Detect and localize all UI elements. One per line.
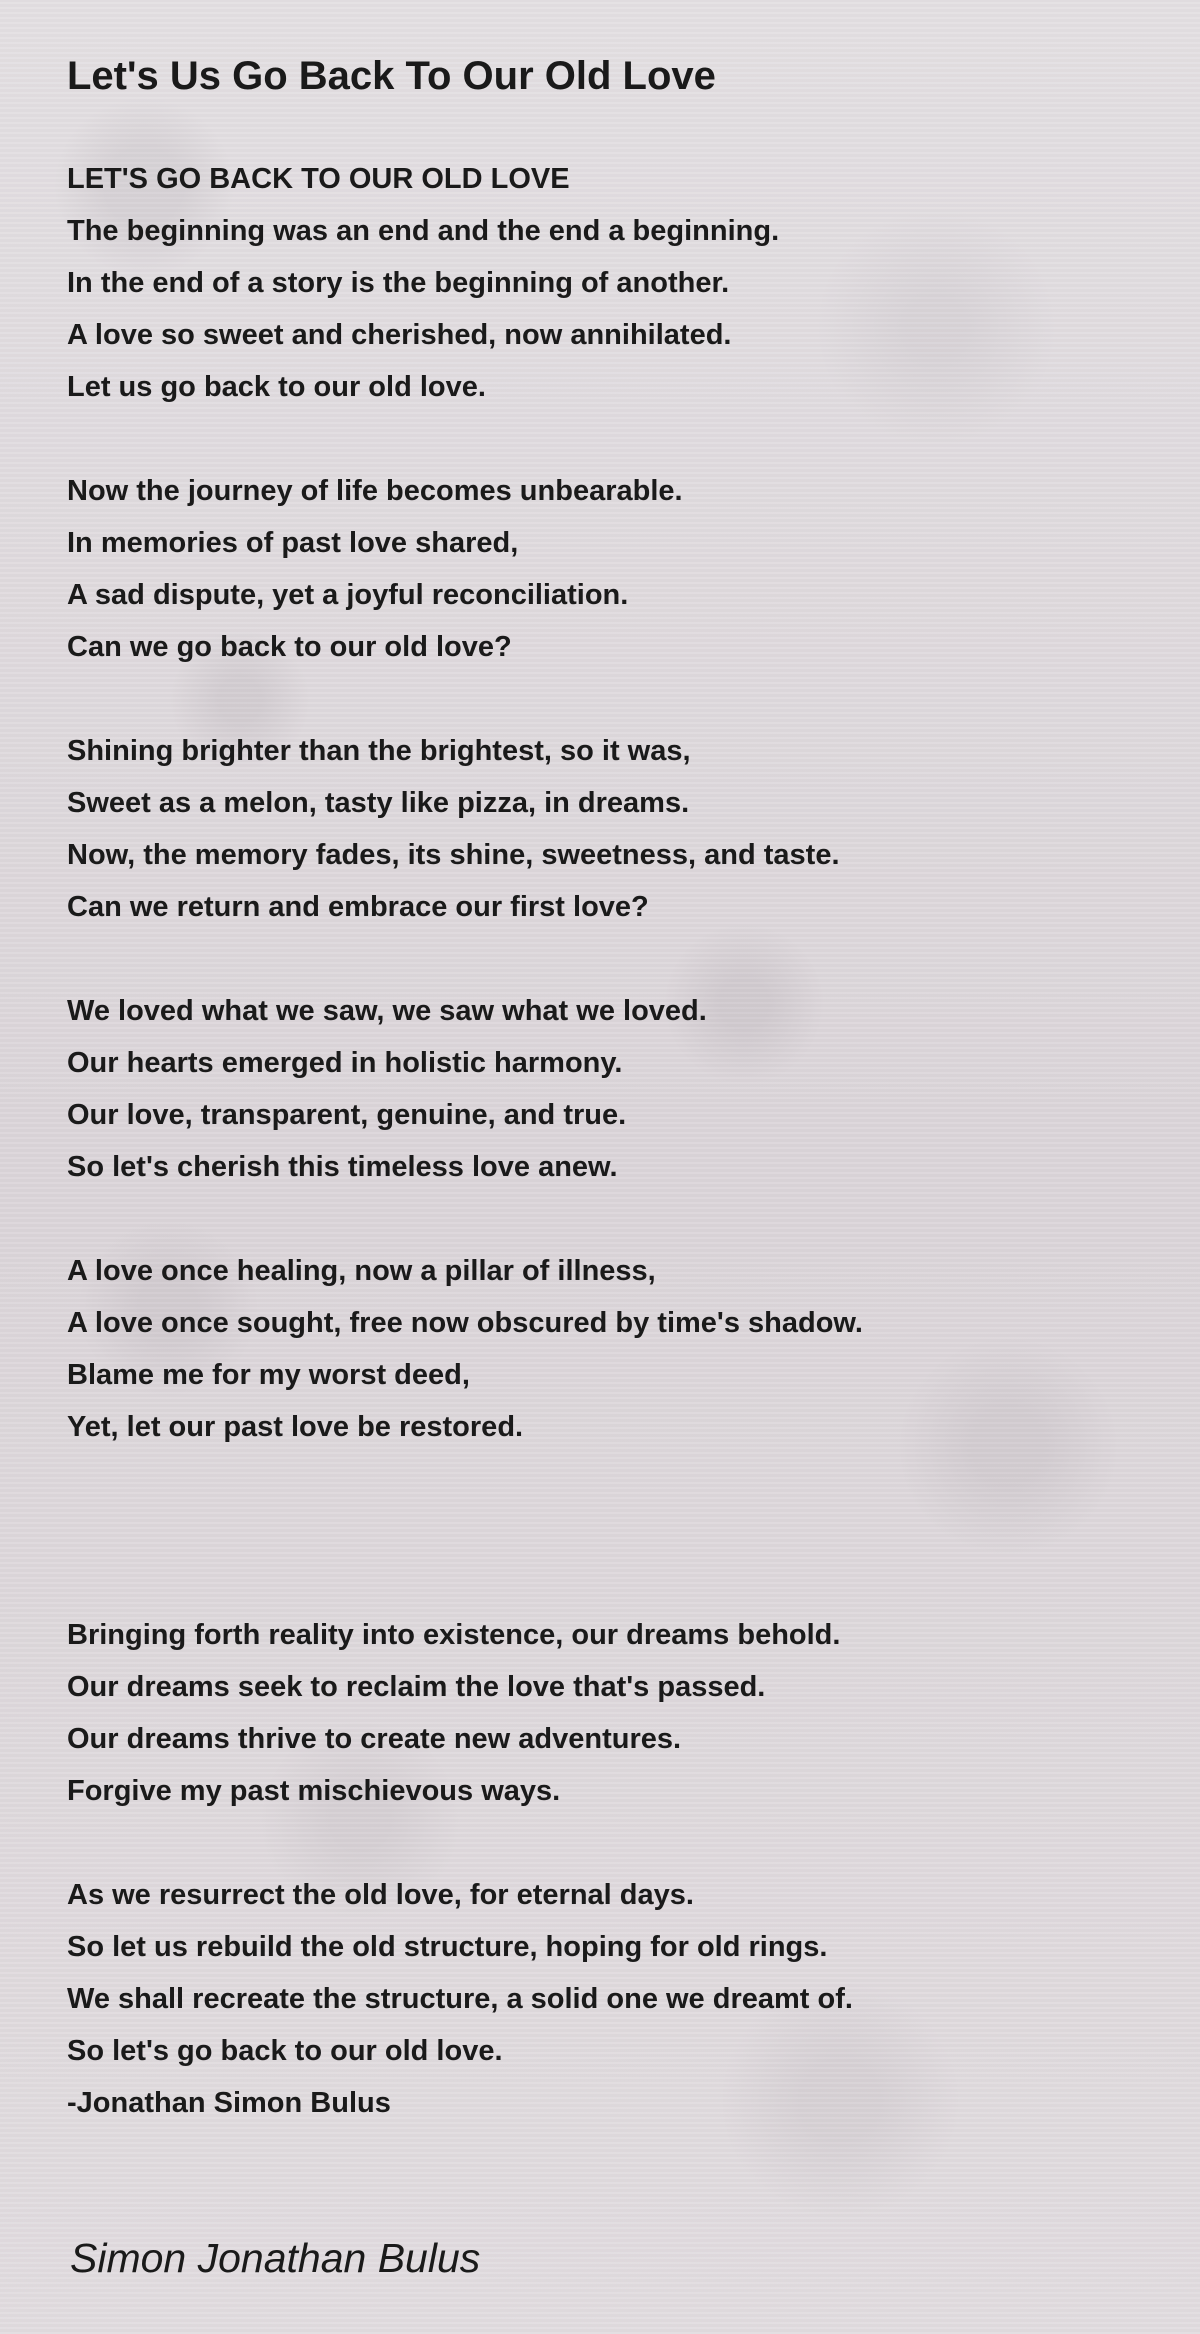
poem-line: Can we return and embrace our first love? bbox=[67, 891, 649, 923]
poem-line: Blame me for my worst deed, bbox=[67, 1359, 470, 1391]
poem-line: A sad dispute, yet a joyful reconciliation. bbox=[67, 579, 629, 611]
stanza-7 bbox=[67, 1869, 1167, 2129]
stanza-break bbox=[67, 933, 1167, 985]
stanza-2 bbox=[67, 465, 1167, 673]
poem-line: Shining brighter than the brightest, so it was, bbox=[67, 735, 691, 767]
poem-line: The beginning was an end and the end a beginning. bbox=[67, 215, 780, 247]
stanza-break-large bbox=[67, 1453, 1167, 1609]
poem-line: Sweet as a melon, tasty like pizza, in dreams. bbox=[67, 787, 690, 819]
poem-line: Our dreams thrive to create new adventures. bbox=[67, 1723, 682, 1755]
stanza-3 bbox=[67, 725, 1167, 933]
poem-line: Now, the memory fades, its shine, sweetness, and taste. bbox=[67, 839, 840, 871]
poem-line: Let us go back to our old love. bbox=[67, 371, 486, 403]
poem-line: As we resurrect the old love, for eternal days. bbox=[67, 1879, 694, 1911]
poem-line: Now the journey of life becomes unbearable. bbox=[67, 475, 683, 507]
poem-line: We shall recreate the structure, a solid one we dreamt of. bbox=[67, 1983, 853, 2015]
stanza-break bbox=[67, 673, 1167, 725]
stanza-break bbox=[67, 1193, 1167, 1245]
poem-line: Our love, transparent, genuine, and true. bbox=[67, 1099, 627, 1131]
poem-line: Our hearts emerged in holistic harmony. bbox=[67, 1047, 623, 1079]
poem-line: A love once healing, now a pillar of illness, bbox=[67, 1255, 656, 1287]
stanza-break bbox=[67, 1817, 1167, 1869]
poem-line: So let's go back to our old love. bbox=[67, 2035, 503, 2067]
poem-line: A love once sought, free now obscured by time's shadow. bbox=[67, 1307, 863, 1339]
stanza-4 bbox=[67, 985, 1167, 1193]
poem-line: Forgive my past mischievous ways. bbox=[67, 1775, 561, 1807]
poem-line: A love so sweet and cherished, now annihilated. bbox=[67, 319, 732, 351]
poem-line: Bringing forth reality into existence, our dreams behold. bbox=[67, 1619, 841, 1651]
author-name: Simon Jonathan Bulus bbox=[70, 2235, 481, 2281]
poem-heading: LET'S GO BACK TO OUR OLD LOVE bbox=[67, 163, 570, 195]
stanza-6 bbox=[67, 1609, 1167, 1817]
poem-line: In the end of a story is the beginning of another. bbox=[67, 267, 730, 299]
stanza-5 bbox=[67, 1245, 1167, 1453]
stanza-break bbox=[67, 413, 1167, 465]
poem-line: Can we go back to our old love? bbox=[67, 631, 512, 663]
poem-line: We loved what we saw, we saw what we loved. bbox=[67, 995, 707, 1027]
poem-line: Yet, let our past love be restored. bbox=[67, 1411, 524, 1443]
poem-signature-line: -Jonathan Simon Bulus bbox=[67, 2087, 391, 2119]
poem-body bbox=[67, 153, 1167, 2129]
stanza-1 bbox=[67, 205, 1167, 413]
poem-line: In memories of past love shared, bbox=[67, 527, 519, 559]
poem-title: Let's Us Go Back To Our Old Love bbox=[67, 54, 716, 98]
poem-line: So let us rebuild the old structure, hoping for old rings. bbox=[67, 1931, 828, 1963]
poem-line: So let's cherish this timeless love anew. bbox=[67, 1151, 618, 1183]
poem-line: Our dreams seek to reclaim the love that's passed. bbox=[67, 1671, 766, 1703]
